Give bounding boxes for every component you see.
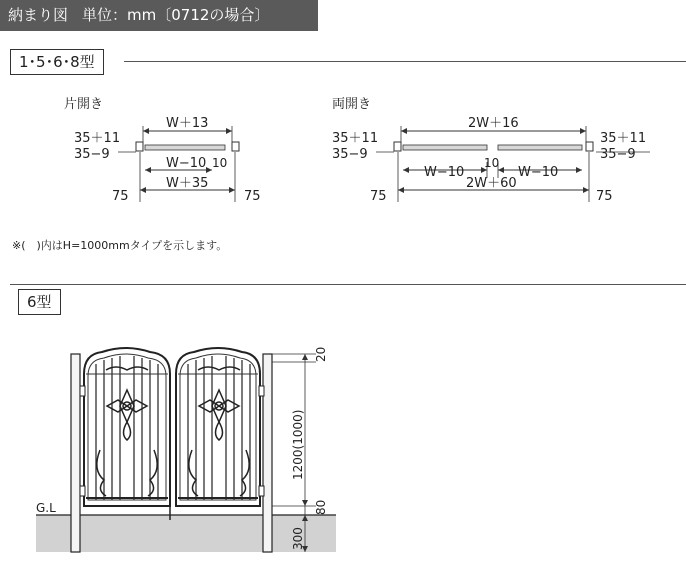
double-top-arrow-left xyxy=(401,128,407,134)
section-divider xyxy=(124,61,686,62)
double-inner-left-arrow-a xyxy=(403,167,409,173)
hinge-left-top xyxy=(80,386,85,396)
double-left-a: 35＋11 xyxy=(332,131,379,146)
section-label-types xyxy=(10,49,104,75)
dim-height-label: 1200(1000) xyxy=(291,409,305,480)
double-inner-right-label: W−10 xyxy=(518,165,559,180)
hinge-right-bottom xyxy=(259,486,264,496)
double-swing-diagram xyxy=(320,90,686,220)
single-bottom-label: W＋35 xyxy=(166,176,209,191)
double-bottom-label: 2W＋60 xyxy=(466,176,517,191)
double-top-arrow-right xyxy=(580,128,586,134)
single-gate-bar xyxy=(145,145,225,150)
header-bar xyxy=(0,0,318,31)
gate-leaf-right xyxy=(176,348,260,506)
double-center-label: 10 xyxy=(484,156,500,170)
double-post-left-label: 75 xyxy=(370,189,387,204)
post-left xyxy=(71,354,80,552)
dim-top-label: 20 xyxy=(314,346,328,362)
header-title: 納まり図 xyxy=(8,6,69,24)
single-title: 片開き xyxy=(64,97,104,112)
double-gate-bar-right xyxy=(498,145,582,150)
single-top-label: W＋13 xyxy=(166,116,209,131)
dim-ground-label: 300 xyxy=(291,527,305,550)
section2-divider xyxy=(10,284,686,285)
section-label-text: 1･5･6･8型 xyxy=(19,53,95,71)
double-title: 両開き xyxy=(332,97,372,112)
single-post-right xyxy=(232,142,239,151)
double-bottom-arrow-left xyxy=(398,187,404,193)
section-label-type6 xyxy=(18,289,61,315)
dim-arrow-top xyxy=(302,354,308,360)
double-post-right-label: 75 xyxy=(596,189,613,204)
single-post-left-label: 75 xyxy=(112,189,129,204)
hinge-right-top xyxy=(259,386,264,396)
ornament-right xyxy=(189,367,249,496)
double-inner-right-arrow-b xyxy=(576,167,582,173)
single-swing-diagram xyxy=(0,90,330,220)
gate-leaf-left xyxy=(84,348,170,506)
single-post-right-label: 75 xyxy=(244,189,261,204)
double-bottom-arrow-right xyxy=(583,187,589,193)
dim-clear-label: 80 xyxy=(314,499,328,515)
header-unit: 単位：mm〔0712の場合〕 xyxy=(82,6,270,24)
single-top-arrow-right xyxy=(226,128,232,134)
section2-label-text: 6型 xyxy=(27,293,52,311)
dim-arrow-mid xyxy=(302,500,308,506)
double-inner-left-label: W−10 xyxy=(424,165,465,180)
double-post-right xyxy=(586,142,593,151)
gl-label: G.L xyxy=(36,501,56,515)
single-gap-label: 10 xyxy=(212,156,228,170)
single-bottom-arrow-left xyxy=(140,187,146,193)
post-right xyxy=(263,354,272,552)
single-top-arrow-left xyxy=(143,128,149,134)
double-left-b: 35−9 xyxy=(332,147,368,162)
gate-elevation-drawing xyxy=(0,330,686,562)
double-top-label: 2W＋16 xyxy=(468,116,519,131)
double-right-b: 35−9 xyxy=(600,147,636,162)
single-post-left xyxy=(136,142,143,151)
single-left-b: 35−9 xyxy=(74,147,110,162)
single-inner-label: W−10 xyxy=(166,156,207,171)
ornament-left xyxy=(97,367,157,496)
double-gate-bar-left xyxy=(403,145,487,150)
height-note: ※( )内はH=1000mmタイプを示します。 xyxy=(12,239,228,252)
double-post-left xyxy=(394,142,401,151)
double-right-a: 35＋11 xyxy=(600,131,647,146)
single-inner-arrow-left xyxy=(145,167,151,173)
hinge-left-bottom xyxy=(80,486,85,496)
single-bottom-arrow-right xyxy=(229,187,235,193)
single-left-a: 35＋11 xyxy=(74,131,121,146)
